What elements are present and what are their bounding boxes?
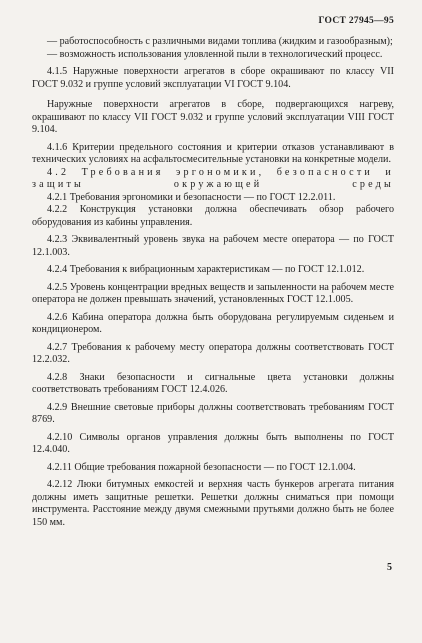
paragraph-4-2-12: 4.2.12 Люки битумных емкостей и верхняя часть бункеров агрегата питания должны иметь защитные решетки. Решетки должны сниматься при помощи инструмента. Расстояние между двумя смежными прутьями должно быть не более 150 мм. <box>32 479 394 528</box>
section-heading-4-2: 4.2 Требования эргономики, безопасности и защиты окружающей среды <box>32 166 394 190</box>
paragraph-4-2-3: 4.2.3 Эквивалентный уровень звука на рабочем месте оператора — по ГОСТ 12.1.003. <box>32 234 394 258</box>
paragraph-dust-reuse: — возможность использования уловленной пыли в технологический процесс. <box>47 48 383 60</box>
page-number: 5 <box>387 562 392 573</box>
paragraph-4-2-7: 4.2.7 Требования к рабочему месту оператора должны соответствовать ГОСТ 12.2.032. <box>32 341 394 365</box>
paragraph-heated-surfaces: Наружные поверхности агрегатов в сборе, подвергающихся нагреву, окрашивают по классу VII ГОСТ 9.032 и группе условий эксплуатации VIII ГОСТ 9.104. <box>32 99 394 135</box>
paragraph-4-2-4: 4.2.4 Требования к вибрационным характеристикам — по ГОСТ 12.1.012. <box>47 264 365 275</box>
paragraph-4-2-2: 4.2.2 Конструкция установки должна обеспечивать обзор рабочего оборудования из кабины управления. <box>32 204 394 228</box>
paragraph-4-2-1: 4.2.1 Требования эргономики и безопасности — по ГОСТ 12.2.011. <box>47 191 336 203</box>
paragraph-4-1-6: 4.1.6 Критерии предельного состояния и критерии отказов устанавливают в технических условиях на асфальтосмесительные установки на конкретные модели. <box>32 141 394 165</box>
paragraph-4-2-5: 4.2.5 Уровень концентрации вредных веществ и запыленности на рабочем месте оператора не должен превышать значений, установленных ГОСТ 12.1.005. <box>32 281 394 305</box>
paragraph-4-2-10: 4.2.10 Символы органов управления должны быть выполнены по ГОСТ 12.4.040. <box>32 431 394 455</box>
paragraph-4-2-11: 4.2.11 Общие требования пожарной безопасности — по ГОСТ 12.1.004. <box>47 461 356 473</box>
paragraph-fuel-operability: — работоспособность с различными видами топлива (жидким и газообразным); <box>47 36 393 47</box>
paragraph-4-2-6: 4.2.6 Кабина оператора должна быть оборудована регулируемым сиденьем и кондиционером. <box>32 311 394 335</box>
document-header: ГОСТ 27945—95 <box>318 16 394 26</box>
paragraph-4-1-5: 4.1.5 Наружные поверхности агрегатов в сборе окрашивают по классу VII ГОСТ 9.032 и группе условий эксплуатации VI ГОСТ 9.104. <box>32 66 394 90</box>
document-body <box>32 36 394 529</box>
paragraph-4-2-8: 4.2.8 Знаки безопасности и сигнальные цвета установки должны соответствовать требованиям ГОСТ 12.4.026. <box>32 371 394 395</box>
paragraph-4-2-9: 4.2.9 Внешние световые приборы должны соответствовать требованиям ГОСТ 8769. <box>32 401 394 425</box>
